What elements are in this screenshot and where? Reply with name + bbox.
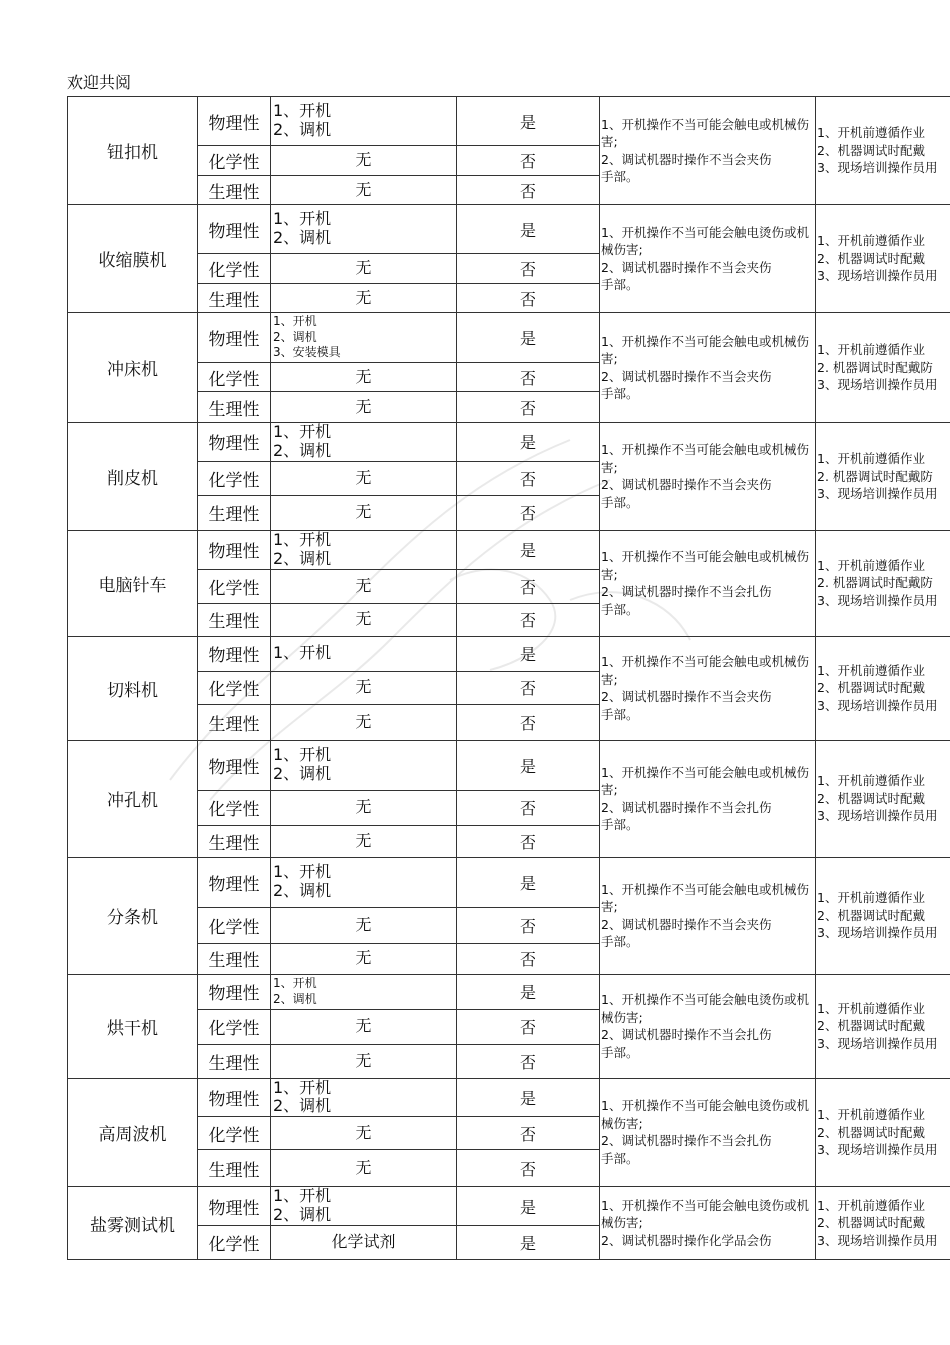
- hazard-source: 1、开机 2、调机 3、安装模具: [271, 313, 457, 363]
- table-row: [68, 974, 950, 1009]
- hazard-type: 生理性: [198, 943, 271, 974]
- hazard-source: 无: [271, 907, 457, 943]
- control-measures: 1、开机前遵循作业 2. 机器调试时配戴防 3、现场培训操作员用: [816, 530, 950, 636]
- hazard-source: 无: [271, 392, 457, 423]
- control-measures: 1、开机前遵循作业 2、机器调试时配戴 3、现场培训操作员用: [816, 205, 950, 313]
- hazard-flag: 否: [457, 254, 600, 284]
- hazard-flag: 否: [457, 363, 600, 392]
- hazard-type: 生理性: [198, 284, 271, 313]
- hazard-type: 物理性: [198, 740, 271, 790]
- hazard-flag: 否: [457, 461, 600, 495]
- machine-name: 盐雾测试机: [68, 1187, 198, 1260]
- hazard-type: 物理性: [198, 530, 271, 569]
- risk-description: 1、开机操作不当可能会触电或机械伤害; 2、调试机器时操作不当会扎伤 手部。: [600, 530, 816, 636]
- risk-description: 1、开机操作不当可能会触电或机械伤害; 2、调试机器时操作不当会夹伤 手部。: [600, 636, 816, 740]
- hazard-type: 化学性: [198, 790, 271, 825]
- hazard-source: 无: [271, 569, 457, 603]
- control-measures: 1、开机前遵循作业 2、机器调试时配戴 3、现场培训操作员用: [816, 1187, 950, 1260]
- hazard-type: 化学性: [198, 461, 271, 495]
- hazard-flag: 是: [457, 636, 600, 671]
- table-row: [68, 313, 950, 363]
- hazard-flag: 否: [457, 943, 600, 974]
- machine-name: 削皮机: [68, 423, 198, 531]
- hazard-source: 无: [271, 704, 457, 740]
- hazard-flag: 是: [457, 205, 600, 254]
- table-row: [68, 97, 950, 146]
- table-row: [68, 857, 950, 907]
- hazard-type: 生理性: [198, 1044, 271, 1078]
- risk-description: 1、开机操作不当可能会触电或机械伤害; 2、调试机器时操作不当会夹伤 手部。: [600, 857, 816, 974]
- hazard-flag: 是: [457, 857, 600, 907]
- control-measures: 1、开机前遵循作业 2、机器调试时配戴 3、现场培训操作员用: [816, 636, 950, 740]
- risk-description: 1、开机操作不当可能会触电或机械伤害; 2、调试机器时操作不当会扎伤 手部。: [600, 740, 816, 857]
- hazard-flag: 是: [457, 974, 600, 1009]
- hazard-type: 物理性: [198, 1078, 271, 1117]
- hazard-type: 化学性: [198, 1009, 271, 1044]
- hazard-flag: 否: [457, 603, 600, 636]
- hazard-type: 化学性: [198, 1226, 271, 1260]
- risk-description: 1、开机操作不当可能会触电烫伤或机械伤害; 2、调试机器时操作不当会扎伤 手部。: [600, 974, 816, 1078]
- hazard-type: 化学性: [198, 363, 271, 392]
- hazard-type: 物理性: [198, 97, 271, 146]
- hazard-type: 化学性: [198, 146, 271, 176]
- machine-hazard-table: [67, 96, 950, 1260]
- hazard-source: 1、开机 2、调机: [271, 857, 457, 907]
- hazard-source: 无: [271, 943, 457, 974]
- hazard-flag: 否: [457, 176, 600, 205]
- hazard-type: 物理性: [198, 313, 271, 363]
- hazard-type: 化学性: [198, 569, 271, 603]
- hazard-source: 1、开机 2、调机: [271, 974, 457, 1009]
- hazard-flag: 否: [457, 704, 600, 740]
- hazard-type: 生理性: [198, 176, 271, 205]
- hazard-flag: 是: [457, 1078, 600, 1117]
- hazard-type: 物理性: [198, 205, 271, 254]
- hazard-flag: 是: [457, 423, 600, 462]
- control-measures: 1、开机前遵循作业 2、机器调试时配戴 3、现场培训操作员用: [816, 97, 950, 205]
- machine-name: 钮扣机: [68, 97, 198, 205]
- hazard-source: 1、开机 2、调机: [271, 740, 457, 790]
- hazard-source: 1、开机: [271, 636, 457, 671]
- machine-name: 分条机: [68, 857, 198, 974]
- hazard-flag: 是: [457, 97, 600, 146]
- hazard-flag: 否: [457, 907, 600, 943]
- hazard-flag: 否: [457, 671, 600, 704]
- control-measures: 1、开机前遵循作业 2. 机器调试时配戴防 3、现场培训操作员用: [816, 313, 950, 423]
- table-row: [68, 530, 950, 569]
- hazard-source: 无: [271, 363, 457, 392]
- hazard-type: 物理性: [198, 974, 271, 1009]
- risk-description: 1、开机操作不当可能会触电或机械伤害; 2、调试机器时操作不当会夹伤 手部。: [600, 423, 816, 531]
- table-row: [68, 636, 950, 671]
- table-row: [68, 1187, 950, 1226]
- hazard-flag: 否: [457, 1044, 600, 1078]
- hazard-source: 无: [271, 254, 457, 284]
- machine-name: 烘干机: [68, 974, 198, 1078]
- table-row: [68, 1078, 950, 1117]
- hazard-flag: 否: [457, 284, 600, 313]
- hazard-flag: 是: [457, 1226, 600, 1260]
- hazard-flag: 否: [457, 146, 600, 176]
- control-measures: 1、开机前遵循作业 2、机器调试时配戴 3、现场培训操作员用: [816, 974, 950, 1078]
- hazard-flag: 是: [457, 1187, 600, 1226]
- hazard-type: 物理性: [198, 423, 271, 462]
- hazard-source: 无: [271, 284, 457, 313]
- machine-name: 冲孔机: [68, 740, 198, 857]
- hazard-source: 无: [271, 603, 457, 636]
- hazard-type: 化学性: [198, 254, 271, 284]
- hazard-source: 无: [271, 671, 457, 704]
- control-measures: 1、开机前遵循作业 2、机器调试时配戴 3、现场培训操作员用: [816, 1078, 950, 1187]
- table-row: [68, 423, 950, 462]
- hazard-source: 1、开机 2、调机: [271, 1187, 457, 1226]
- hazard-source: 无: [271, 1150, 457, 1187]
- machine-name: 高周波机: [68, 1078, 198, 1187]
- table-row: [68, 205, 950, 254]
- hazard-source: 无: [271, 1009, 457, 1044]
- risk-description: 1、开机操作不当可能会触电或机械伤害; 2、调试机器时操作不当会夹伤 手部。: [600, 97, 816, 205]
- hazard-flag: 是: [457, 740, 600, 790]
- hazard-type: 物理性: [198, 1187, 271, 1226]
- risk-description: 1、开机操作不当可能会触电烫伤或机械伤害; 2、调试机器时操作不当会夹伤 手部。: [600, 205, 816, 313]
- hazard-flag: 否: [457, 569, 600, 603]
- risk-description: 1、开机操作不当可能会触电烫伤或机械伤害; 2、调试机器时操作不当会扎伤 手部。: [600, 1078, 816, 1187]
- hazard-source: 1、开机 2、调机: [271, 530, 457, 569]
- hazard-source: 1、开机 2、调机: [271, 205, 457, 254]
- hazard-type: 物理性: [198, 636, 271, 671]
- hazard-source: 无: [271, 1044, 457, 1078]
- hazard-type: 生理性: [198, 1150, 271, 1187]
- machine-name: 冲床机: [68, 313, 198, 423]
- hazard-source: 1、开机 2、调机: [271, 97, 457, 146]
- machine-name: 收缩膜机: [68, 205, 198, 313]
- hazard-source: 1、开机 2、调机: [271, 423, 457, 462]
- risk-description: 1、开机操作不当可能会触电或机械伤害; 2、调试机器时操作不当会夹伤 手部。: [600, 313, 816, 423]
- hazard-type: 生理性: [198, 825, 271, 857]
- hazard-source: 无: [271, 495, 457, 530]
- control-measures: 1、开机前遵循作业 2、机器调试时配戴 3、现场培训操作员用: [816, 740, 950, 857]
- hazard-source: 无: [271, 1117, 457, 1150]
- table-row: [68, 740, 950, 790]
- hazard-flag: 是: [457, 530, 600, 569]
- hazard-source: 无: [271, 790, 457, 825]
- machine-name: 电脑针车: [68, 530, 198, 636]
- hazard-type: 化学性: [198, 907, 271, 943]
- hazard-source: 无: [271, 176, 457, 205]
- hazard-type: 化学性: [198, 671, 271, 704]
- hazard-type: 生理性: [198, 603, 271, 636]
- hazard-flag: 否: [457, 790, 600, 825]
- hazard-flag: 否: [457, 825, 600, 857]
- page-header: 欢迎共阅: [67, 73, 132, 92]
- control-measures: 1、开机前遵循作业 2. 机器调试时配戴防 3、现场培训操作员用: [816, 423, 950, 531]
- hazard-type: 物理性: [198, 857, 271, 907]
- hazard-source: 无: [271, 146, 457, 176]
- machine-name: 切料机: [68, 636, 198, 740]
- hazard-source: 无: [271, 461, 457, 495]
- hazard-type: 化学性: [198, 1117, 271, 1150]
- hazard-flag: 否: [457, 1117, 600, 1150]
- hazard-source: 无: [271, 825, 457, 857]
- hazard-source: 化学试剂: [271, 1226, 457, 1260]
- hazard-flag: 否: [457, 1009, 600, 1044]
- risk-description: 1、开机操作不当可能会触电烫伤或机械伤害; 2、调试机器时操作化学品会伤: [600, 1187, 816, 1260]
- hazard-flag: 否: [457, 495, 600, 530]
- hazard-type: 生理性: [198, 704, 271, 740]
- hazard-flag: 否: [457, 1150, 600, 1187]
- hazard-source: 1、开机 2、调机: [271, 1078, 457, 1117]
- hazard-flag: 否: [457, 392, 600, 423]
- control-measures: 1、开机前遵循作业 2、机器调试时配戴 3、现场培训操作员用: [816, 857, 950, 974]
- hazard-type: 生理性: [198, 495, 271, 530]
- hazard-type: 生理性: [198, 392, 271, 423]
- hazard-flag: 是: [457, 313, 600, 363]
